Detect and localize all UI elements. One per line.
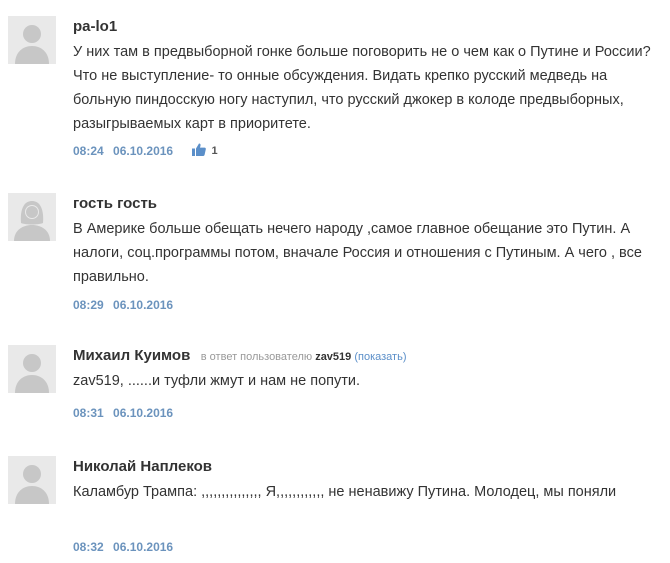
comment-date: 06.10.2016 (113, 406, 174, 420)
comment-author[interactable]: гость гость (73, 195, 158, 212)
user-silhouette-icon[interactable] (8, 456, 56, 504)
comment-date: 06.10.2016 (113, 144, 174, 158)
comment-text: В Америке больше обещать нечего народу ,самое главное обещание это Путин. А налоги, соц.программы потом, вначале Россия и отношения с Путиным. А чего , все правильно. (73, 221, 642, 285)
user-silhouette-icon[interactable] (8, 345, 56, 393)
comment-date: 06.10.2016 (113, 540, 174, 554)
comment-time[interactable]: 08:32 (73, 540, 104, 554)
comment-meta (73, 297, 173, 313)
comment-time[interactable]: 08:29 (73, 298, 104, 312)
reply-prefix: в ответ пользователю (200, 351, 313, 363)
comment-meta (73, 539, 173, 555)
show-reply-link[interactable]: (показать) (354, 351, 407, 363)
like-count: 1 (211, 145, 218, 157)
reply-info (201, 351, 407, 363)
comment-author[interactable]: Николай Наплеков (73, 458, 213, 475)
comment-body (73, 193, 658, 289)
comment-date: 06.10.2016 (113, 298, 174, 312)
comment-author[interactable]: pa-lo1 (73, 18, 118, 35)
comment-author[interactable]: Михаил Куимов (73, 347, 191, 364)
comment-body (73, 456, 658, 504)
comment-text: У них там в предвыборной гонке больше поговорить не о чем как о Путине и России? Что не выступление- то онные обсуждения. Видать крепко русский медведь на больную пиндосскую ногу наступил, что русский джокер в колоде предвыборных, разыгрываемых карт в приоритете. (73, 44, 651, 132)
like-button[interactable] (192, 143, 217, 159)
comment-body (73, 345, 658, 393)
user-silhouette-icon[interactable] (8, 16, 56, 64)
comment-time[interactable]: 08:31 (73, 406, 104, 420)
comment-time[interactable]: 08:24 (73, 144, 104, 158)
comment-header (73, 193, 658, 215)
female-silhouette-icon[interactable] (8, 193, 56, 241)
comment-body (73, 16, 658, 136)
comment-text: Каламбур Трампа: ,,,,,,,,,,,,,,, Я,,,,,,,,,,,, не ненавижу Путина. Молодец, мы поняли (73, 484, 617, 500)
comment-text: zav519, ......и туфли жмут и нам не попути. (73, 373, 361, 389)
comment-meta (73, 143, 218, 159)
thumbs-up-icon (192, 143, 206, 156)
comment-header (73, 456, 658, 478)
comment-header (73, 16, 658, 38)
reply-user-link[interactable]: zav519 (315, 351, 352, 363)
comment-header (73, 345, 658, 367)
comment-meta (73, 405, 173, 421)
